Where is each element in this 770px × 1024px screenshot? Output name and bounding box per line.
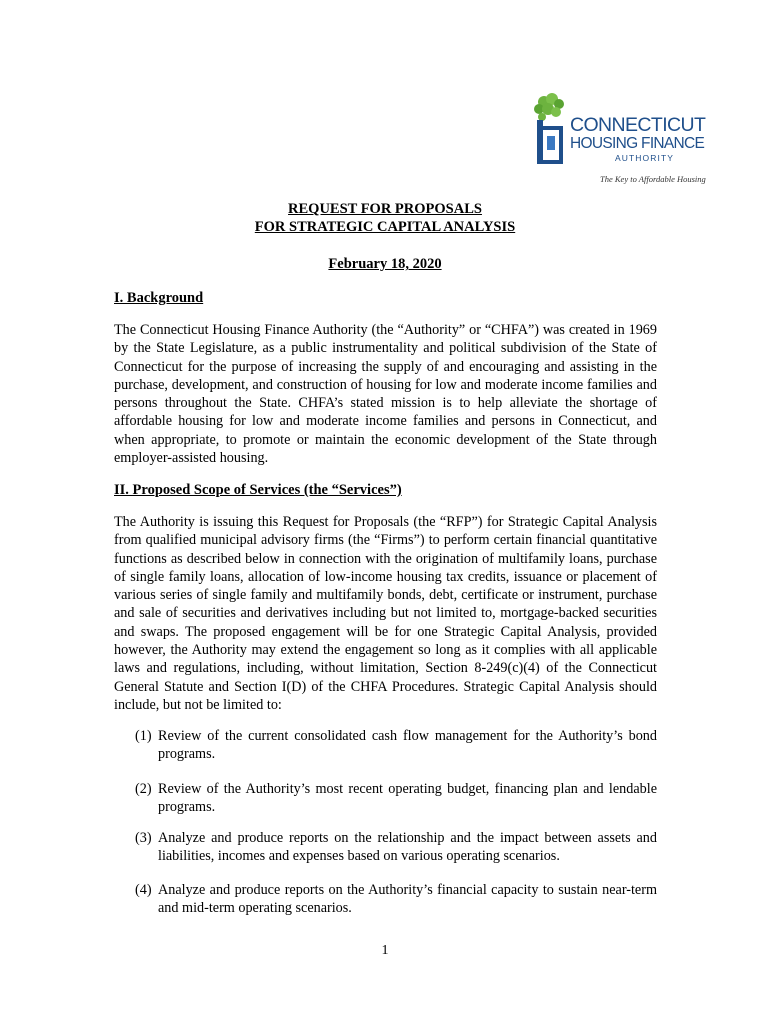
logo-tagline: The Key to Affordable Housing: [600, 174, 706, 184]
section-heading-scope: II. Proposed Scope of Services (the “Services”): [114, 482, 402, 498]
list-item: [135, 780, 657, 817]
logo-text-line2: HOUSING FINANCE: [570, 135, 705, 152]
list-item-number: (3): [135, 830, 152, 846]
scope-list: [135, 780, 657, 817]
scope-list: [135, 727, 657, 764]
background-paragraph: The Connecticut Housing Finance Authority (the “Authority” or “CHFA”) was created in 1969 by the State Legislature, as a public instrumentality and political subdivision of the State of Connecticut for the purpose of increasing the supply of and encouraging and assisting in the purchase, development, and construction of housing for low and moderate income families and persons throughout the State. CHFA’s stated mission is to help alleviate the shortage of affordable housing for low and moderate income families and persons in Connecticut, and when appropriate, to promote or maintain the economic development of the State through employer-assisted housing.: [114, 322, 657, 467]
list-item-text: Analyze and produce reports on the relationship and the impact between assets and liabilities, incomes and expenses based on various operating scenarios.: [158, 830, 657, 865]
section-heading-background: I. Background: [114, 290, 204, 306]
document-title-line2: FOR STRATEGIC CAPITAL ANALYSIS: [254, 219, 516, 235]
logo-mark-icon: [528, 92, 573, 172]
list-item: [135, 829, 657, 866]
chfa-logo: [528, 92, 706, 192]
scope-paragraph: The Authority is issuing this Request for Proposals (the “RFP”) for Strategic Capital Analysis from qualified municipal advisory firms (the “Firms”) to perform certain financial quantitative functions as described below in connection with the origination of multifamily loans, purchase of single family loans, allocation of low-income housing tax credits, issuance or placement of various series of single family and multifamily bonds, debt, certificate or instrument, purchase and sale of securities and derivatives including but not limited to, mortgage-backed securities and swaps. The proposed engagement will be for one Strategic Capital Analysis, provided however, the Authority may extend the engagement so long as it complies with all applicable laws and regulations, including, without limitation, Section 8-249(c)(4) of the Connecticut General Statute and Section I(D) of the CHFA Procedures. Strategic Capital Analysis should include, but not be limited to:: [114, 514, 657, 713]
list-item: [135, 727, 657, 764]
logo-text-line1: CONNECTICUT: [570, 114, 706, 136]
list-item-text: Analyze and produce reports on the Authority’s financial capacity to sustain near-term and mid-term operating scenarios.: [158, 882, 657, 917]
list-item-text: Review of the Authority’s most recent operating budget, financing plan and lendable programs.: [158, 781, 657, 816]
scope-list: [135, 829, 657, 866]
list-item: [135, 881, 657, 918]
scope-list: [135, 881, 657, 918]
list-item-text: Review of the current consolidated cash flow management for the Authority’s bond programs.: [158, 728, 657, 763]
document-date: February 18, 2020: [328, 256, 442, 272]
list-item-number: (2): [135, 781, 152, 797]
logo-text-line3: AUTHORITY: [615, 153, 675, 163]
page-number: 1: [381, 943, 389, 958]
document-title-line1: REQUEST FOR PROPOSALS: [288, 201, 482, 217]
list-item-number: (1): [135, 728, 152, 744]
list-item-number: (4): [135, 882, 152, 898]
